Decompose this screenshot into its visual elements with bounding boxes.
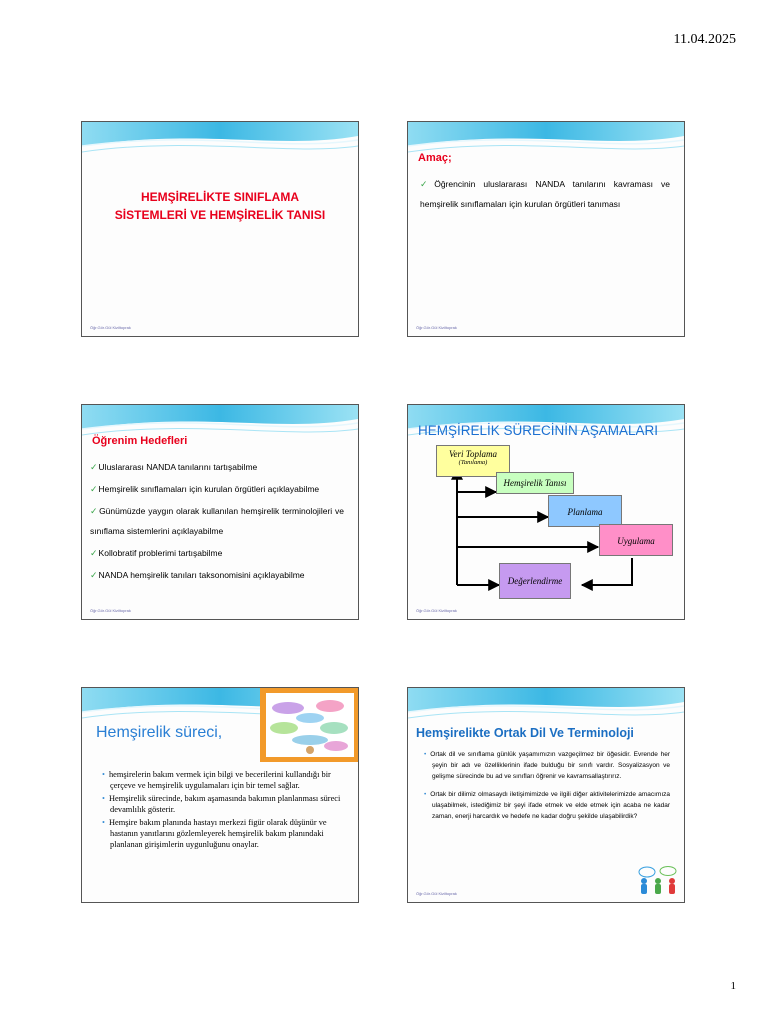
slide-6 xyxy=(407,687,685,903)
slide-5 xyxy=(81,687,359,903)
list-item: ✓Öğrencinin uluslararası NANDA tanılarını kavraması ve hemşirelik sınıflamaları için kurulan örgütleri tanıması xyxy=(420,179,670,209)
slide-bullet-list xyxy=(90,457,358,585)
slide-title: Hemşirelikte Ortak Dil Ve Terminoloji xyxy=(416,726,634,740)
slide-footer: Öğr.Gör.Gül Kiziltoprak xyxy=(416,608,457,613)
check-icon: ✓ xyxy=(90,506,99,516)
list-item: ✓Uluslararası NANDA tanılarını tartışabilme xyxy=(90,462,258,472)
slide-bullet-list xyxy=(102,770,346,853)
slide-bullet-list xyxy=(424,750,670,823)
list-item: ✓Kollobratif problerimi tartışabilme xyxy=(90,548,223,558)
slide-footer: Öğr.Gör.Gül Kiziltoprak xyxy=(416,325,457,330)
slide-title: Amaç; xyxy=(418,152,452,164)
slide-title: Hemşirelik süreci, xyxy=(96,724,223,741)
slide-3 xyxy=(81,404,359,620)
step-box-planlama: Planlama xyxy=(548,495,622,527)
slide-footer: Öğr.Gör.Gül Kiziltoprak xyxy=(416,891,457,896)
list-item: • Ortak bir dilimiz olmasaydı iletişimimizde ve ilgili diğer aktivitelerimizde amacımıza ulaşabilmek, istediğimiz bir şeyi ifade etmek ve elde etmek için acaba ne kadar zaman, enerji harcardık ve hedefe ne kadar doğru şekilde ulaşabilirdik? xyxy=(424,791,670,820)
check-icon: ✓ xyxy=(90,484,98,494)
check-icon: ✓ xyxy=(90,570,98,580)
step-box-uygulama: Uygulama xyxy=(599,524,673,556)
slide-header-wave xyxy=(82,122,358,158)
check-icon: ✓ xyxy=(90,548,98,558)
document-date: 11.04.2025 xyxy=(673,32,736,47)
step-box-degerlendirme: Değerlendirme xyxy=(499,563,571,599)
check-icon: ✓ xyxy=(90,462,98,472)
list-item: • Hemşire bakım planında hastayı merkezi figür olarak düşünür ve hastanın yanıtlarını gözlemleyerek hemşirelik bakım planındaki planlanan girişimlerin uygunluğunu onaylar. xyxy=(102,818,346,850)
nursing-process-image xyxy=(260,688,359,762)
list-item: • Hemşirelik sürecinde, bakım aşamasında bakımın planlanması süreci devamlılık gösterir. xyxy=(102,794,346,815)
slide-header-wave xyxy=(408,688,684,724)
slide-footer: Öğr.Gör.Gül Kiziltoprak xyxy=(90,608,131,613)
list-item: • Ortak dil ve sınıflama günlük yaşamımızın vazgeçilmez bir öğesidir. Evrende her şeyin bir adı ve özelliklerinin ifade bulduğu bir sınıfı vardır. Sosyalizasyon ve gelişme sürecinde bu ad ve sınıfları öğrenir ve kavramsallaştırırız. xyxy=(424,751,670,780)
slide-1 xyxy=(81,121,359,337)
slide-footer: Öğr.Gör.Gül Kiziltoprak xyxy=(90,325,131,330)
list-item: ✓NANDA hemşirelik tanıları taksonomisini açıklayabilme xyxy=(90,570,305,580)
slide-4 xyxy=(407,404,685,620)
page-number: 1 xyxy=(730,980,736,992)
slide-title: HEMŞİRELİKTE SINIFLAMA SİSTEMLERİ VE HEMŞİRELİK TANISI xyxy=(114,190,326,222)
list-item: ✓Günümüzde yaygın olarak kullanılan hemşirelik terminolojileri ve sınıflama sistemlerini açıklayabilme xyxy=(90,506,345,536)
slide-title: HEMŞİRELİK SÜRECİNİN AŞAMALARI xyxy=(418,423,659,438)
step-box-hemsirelik-tanisi: Hemşirelik Tanısı xyxy=(496,472,574,494)
diagram-image-icon xyxy=(260,688,359,762)
slide-title: Öğrenim Hedefleri xyxy=(92,435,188,447)
step-box-veri-toplama: Veri Toplama (Tanılama) xyxy=(436,445,510,477)
list-item: ✓Hemşirelik sınıflamaları için kurulan örgütleri açıklayabilme xyxy=(90,484,320,494)
list-item: • hemşirelerin bakım vermek için bilgi ve becerilerini kullandığı bir çerçeve ve hemşirelik uygulamaları için bir temel sağlar. xyxy=(102,770,346,791)
check-icon: ✓ xyxy=(420,179,434,189)
slide-2 xyxy=(407,121,685,337)
slide-bullet-list xyxy=(420,174,684,214)
people-talking-icon xyxy=(636,866,682,896)
